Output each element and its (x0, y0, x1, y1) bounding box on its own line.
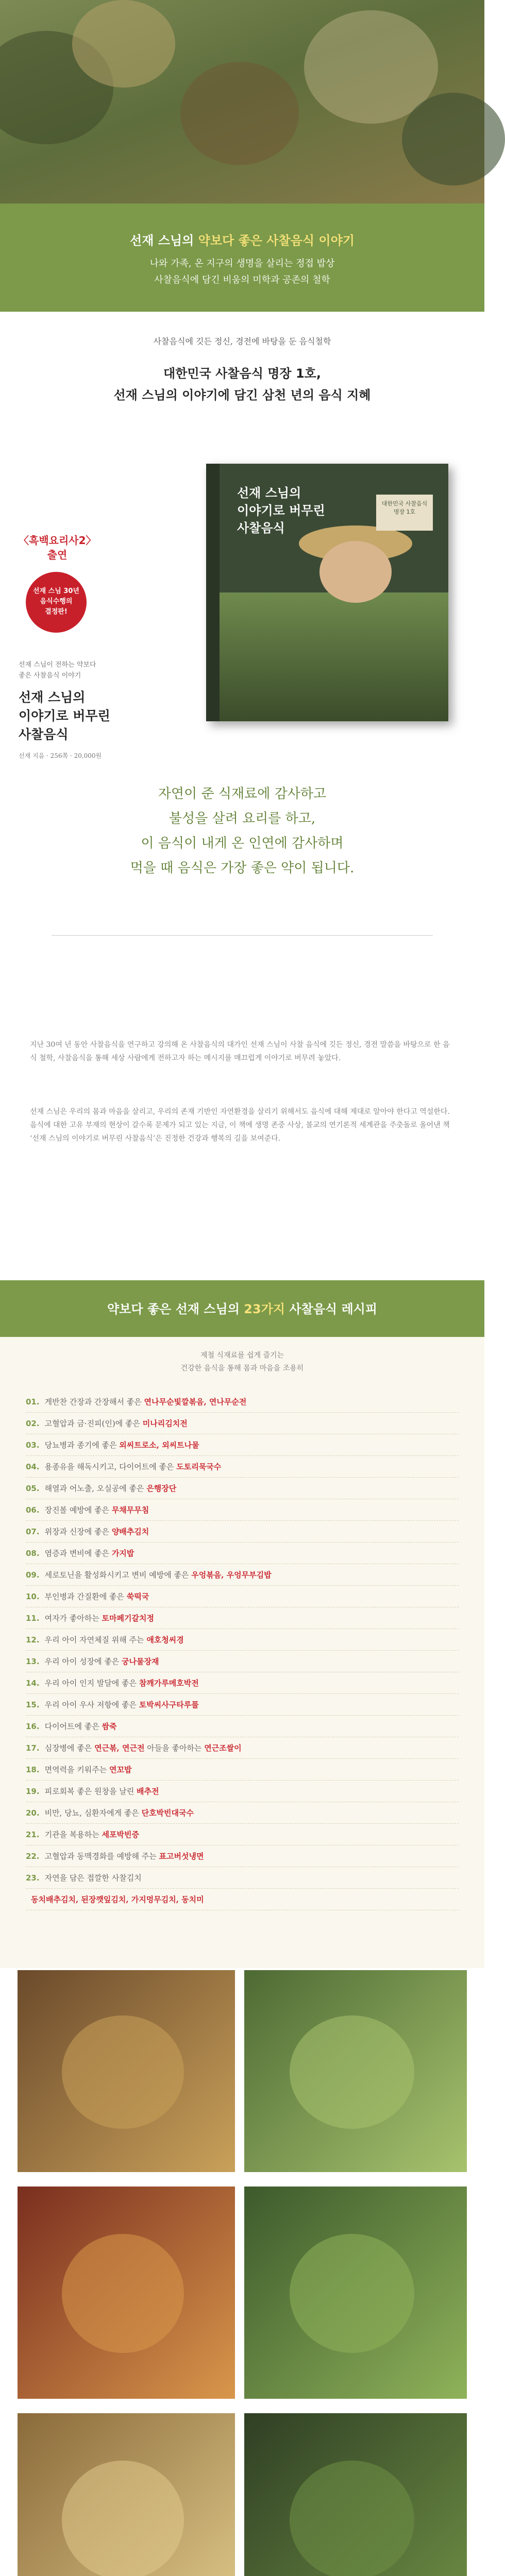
book-section (0, 443, 484, 759)
book-desc-1: 선재 스님이 전하는 약보다 (19, 661, 96, 669)
recipe-item (26, 1737, 459, 1759)
quote-line: 이 음식이 내게 온 인연에 감사하며 (141, 836, 344, 851)
book-title (19, 688, 142, 744)
quote-line: 먹을 때 음식은 가장 좋은 약이 됩니다. (130, 860, 355, 876)
recipes-title (0, 1299, 484, 1317)
recipes-title-prefix: 약보다 좋은 선재 스님의 (107, 1302, 244, 1316)
recipe-description: 고혈압과 금·진피(인)에 좋은 (44, 1419, 143, 1428)
recipe-number: 04. (26, 1462, 40, 1471)
recipe-name: 동치배추김치, 된장깻잎김치, 가지멍무김치, 동치미 (31, 1895, 204, 1904)
circle-line: 결정판! (45, 608, 68, 616)
recipe-description: 당뇨병과 종기에 좋은 (44, 1440, 120, 1450)
recipe-number: 21. (26, 1830, 40, 1839)
hero-photo (0, 0, 484, 204)
recipe-name: 외씨트로소, 외씨트나물 (119, 1440, 199, 1450)
book-title-line: 선재 스님의 (19, 690, 86, 705)
cover-title (237, 484, 361, 537)
food-photo (15, 2411, 237, 2576)
intro-headline-2: 선재 스님의 이야기에 담긴 삼천 년의 음식 지혜 (113, 388, 371, 402)
recipe-item (26, 1716, 459, 1737)
banner-title (0, 230, 484, 248)
recipe-item (26, 1499, 459, 1521)
recipe-name: 미나리김치전 (142, 1419, 188, 1428)
recipe-description: 위장과 신장에 좋은 (44, 1527, 112, 1536)
dish-shape (62, 2015, 184, 2129)
recipe-description: 비만, 당뇨, 심환자에게 좋은 (44, 1808, 142, 1818)
recipe-number: 16. (26, 1722, 40, 1731)
recipe-number: 17. (26, 1743, 40, 1753)
award-badge (19, 533, 96, 562)
banner-subtitle-2: 사찰음식에 담긴 비움의 미학과 공존의 철학 (154, 275, 330, 285)
essay-paragraph-1: 지난 30여 년 동안 사찰음식을 연구하고 강의해 온 사찰음식의 대가인 선재 스님이 사찰 음식에 깃든 정신, 경전 말씀을 바탕으로 한 음식 철학, 사찰음식을 통해 세상 사람에게 전하고자 하는 메시지를 매끄럽게 이야기로 버무려 놓았다. (30, 1041, 450, 1062)
food-photo (242, 2184, 469, 2401)
book-cover (206, 464, 448, 721)
recipe-number: 23. (26, 1873, 40, 1883)
recipe-item (26, 1889, 459, 1910)
cover-title-line: 이야기로 버무린 (237, 503, 325, 518)
cover-title-line: 선재 스님의 (237, 485, 301, 500)
title-banner (0, 204, 484, 312)
recipes-header (0, 1280, 484, 1337)
recipe-item (26, 1521, 459, 1543)
recipe-name: 연근볶, 연근전 (94, 1743, 145, 1753)
recipe-description: 게반찬 간장과 간장해서 좋은 (44, 1397, 144, 1406)
recipe-name: 연나무순빛깔볶음, 연나무순전 (144, 1397, 247, 1406)
food-photo-gallery (0, 1968, 484, 2576)
recipe-name: 우엉볶음, 우엉무부김밥 (191, 1570, 272, 1580)
cover-face-shape (319, 541, 392, 603)
recipe-number: 01. (26, 1397, 40, 1406)
book-desc-2: 좋은 사찰음식 이야기 (19, 672, 81, 680)
recipe-item (26, 1651, 459, 1672)
recipe-name: 가지밥 (111, 1549, 134, 1558)
banner-title-prefix: 선재 스님의 (130, 233, 198, 248)
quote-line: 자연이 준 식재료에 감사하고 (158, 786, 327, 802)
recipe-number: 18. (26, 1765, 40, 1774)
food-photo (242, 1968, 469, 2174)
recipe-description: 우리 아이 우사 저항에 좋은 (44, 1700, 139, 1709)
recipes-subtitle-1: 제철 식재료를 쉽게 즐기는 (200, 1351, 284, 1360)
recipe-description: 해열과 어노출, 오실공에 좋은 (44, 1484, 147, 1493)
recipe-description: 우리 아이 자연체질 위해 주는 (44, 1635, 147, 1645)
recipe-number: 15. (26, 1700, 40, 1709)
recipe-item (26, 1672, 459, 1694)
recipe-item (26, 1694, 459, 1716)
recipe-number: 13. (26, 1657, 40, 1666)
award-line-1: 〈흑백요리사2〉 (19, 534, 96, 547)
quote-section (0, 742, 484, 920)
essay-section (0, 920, 484, 1280)
recipe-item (26, 1802, 459, 1824)
book-title-line: 사찰음식 (19, 727, 69, 742)
circle-line: 선재 스님 30년 (33, 587, 79, 595)
recipe-description: 면역력을 키워주는 (44, 1765, 110, 1774)
recipe-item (26, 1543, 459, 1564)
recipe-item (26, 1391, 459, 1413)
recipe-number: 08. (26, 1549, 40, 1558)
circle-line: 음식수행의 (40, 598, 73, 605)
recipe-name: 은행장단 (146, 1484, 177, 1493)
intro-headline-1: 대한민국 사찰음식 명장 1호, (163, 366, 321, 381)
recipe-number: 14. (26, 1679, 40, 1688)
recipe-name: 연근조쌀이 (204, 1743, 242, 1753)
recipe-name: 참깨가루메호박전 (139, 1679, 199, 1688)
recipe-item (26, 1629, 459, 1651)
recipe-description: 우리 아이 인지 발달에 좋은 (44, 1679, 139, 1688)
recipe-number: 10. (26, 1592, 40, 1601)
intro-caption: 사찰음식에 깃든 정신, 경전에 바탕을 둔 음식철학 (153, 336, 331, 346)
recipe-name: 궁나물장재 (122, 1657, 159, 1666)
recipe-description: 장진볼 예방에 좋은 (44, 1505, 112, 1515)
cover-badge: 대한민국 사찰음식 명장 1호 (376, 495, 433, 531)
award-line-2: 출연 (47, 549, 68, 561)
recipe-number: 19. (26, 1787, 40, 1796)
recipe-name: 세포박빈증 (102, 1830, 139, 1839)
recipes-title-highlight: 23가지 (244, 1302, 285, 1316)
recipe-number: 20. (26, 1808, 40, 1818)
hero-vegetable-shape (402, 93, 505, 185)
recipe-number: 09. (26, 1570, 40, 1580)
recipe-item (26, 1564, 459, 1586)
recipe-description: 여자가 좋아하는 (44, 1614, 102, 1623)
recipe-description: 심장병에 좋은 (44, 1743, 95, 1753)
banner-subtitle-1: 나와 가족, 온 지구의 생명을 살리는 정접 밥상 (149, 258, 335, 269)
recipe-item (26, 1759, 459, 1781)
recipe-name: 토마페기갈치정 (102, 1614, 154, 1623)
highlight-circle-badge (26, 572, 87, 633)
intro-section (0, 312, 484, 443)
recipe-name: 무채무무침 (111, 1505, 149, 1515)
recipe-description: 염증과 변비에 좋은 (44, 1549, 112, 1558)
food-photo (15, 1968, 237, 2174)
recipe-item (26, 1607, 459, 1629)
book-meta: 선재 지음 · 256쪽 · 20,000원 (19, 752, 102, 759)
food-photo (15, 2184, 237, 2401)
recipe-item (26, 1824, 459, 1845)
recipe-name: 표고버섯냉면 (159, 1852, 204, 1861)
recipe-name: 애호청씨경 (146, 1635, 184, 1645)
recipe-number: 12. (26, 1635, 40, 1645)
hero-vegetable-shape (180, 62, 299, 165)
dish-shape (62, 2234, 184, 2353)
recipe-description: 자연을 담은 접깔한 사찰김치 (44, 1873, 142, 1883)
book-title-line: 이야기로 버무린 (19, 708, 110, 723)
recipes-section (0, 1280, 484, 1968)
recipe-item (26, 1845, 459, 1867)
hero-vegetable-shape (72, 0, 175, 88)
dish-shape (62, 2461, 184, 2576)
recipe-name: 배추전 (137, 1787, 159, 1796)
recipe-description: 고혈압과 동맥경화를 예방해 주는 (44, 1852, 159, 1861)
food-photo (242, 2411, 469, 2576)
recipe-description: 우리 아이 성장에 좋은 (44, 1657, 122, 1666)
quote-line: 불성을 살려 요리를 하고, (169, 811, 316, 826)
recipe-list (26, 1391, 459, 1910)
recipe-item (26, 1478, 459, 1499)
recipe-description: 용종유을 해독시키고, 다이어트에 좋은 (44, 1462, 177, 1471)
recipe-name: 쌈죽 (102, 1722, 117, 1731)
recipe-item (26, 1456, 459, 1478)
dish-shape (290, 2234, 414, 2353)
recipe-description: 피로회복 좋은 원창을 날린 (44, 1787, 137, 1796)
divider (52, 935, 433, 936)
recipe-item (26, 1781, 459, 1802)
recipe-description: 기관을 복용하는 (44, 1830, 102, 1839)
recipe-description: 세로토닌을 활성화시키고 변비 예방에 좋은 (44, 1570, 192, 1580)
recipe-item (26, 1867, 459, 1889)
recipe-item (26, 1434, 459, 1456)
dish-shape (290, 2015, 414, 2129)
recipe-name: 도토리묵국수 (176, 1462, 222, 1471)
cover-photo (220, 592, 448, 721)
dish-shape (290, 2461, 414, 2576)
recipe-name: 토박씨사구타루풀 (139, 1700, 199, 1709)
recipe-number: 02. (26, 1419, 40, 1428)
recipes-title-suffix: 사찰음식 레시피 (285, 1302, 378, 1316)
recipe-description: 아들을 좋아하는 (144, 1743, 205, 1753)
cover-title-line: 사찰음식 (237, 520, 285, 535)
recipe-item (26, 1413, 459, 1434)
recipe-number: 03. (26, 1440, 40, 1450)
recipe-number: 11. (26, 1614, 40, 1623)
recipe-number: 07. (26, 1527, 40, 1536)
recipe-number: 05. (26, 1484, 40, 1493)
recipe-name: 단호박빈대국수 (141, 1808, 194, 1818)
recipe-item (26, 1586, 459, 1607)
recipe-number: 22. (26, 1852, 40, 1861)
recipe-description: 다이어트에 좋은 (44, 1722, 102, 1731)
recipe-name: 쑥떡국 (126, 1592, 149, 1601)
recipes-subtitle-2: 건강한 음식을 통해 몸과 마음을 조용히 (180, 1364, 304, 1372)
recipe-description: 부인병과 간질환에 좋은 (44, 1592, 127, 1601)
banner-title-highlight: 약보다 좋은 사찰음식 이야기 (198, 233, 355, 248)
recipe-name: 연꼬밥 (109, 1765, 132, 1774)
essay-paragraph-2: 선재 스님은 우리의 몸과 마음을 살리고, 우리의 존재 기반인 자연환경을 살리기 위해서도 음식에 대해 제대로 알아야 한다고 역설한다. 음식에 대한 고유 부재의 현상이 갈수록 문제가 되고 있는 지금, 이 책에 생명 존중 사상, 불교의 연기론적 세계관을 주춧돌로 올어낸 책 ‘선재 스님의 이야기로 버무린 사찰음식’은 진정한 건강과 행복의 길을 보여준다. (30, 1108, 450, 1143)
recipe-number: 06. (26, 1505, 40, 1515)
recipe-name: 양배추김치 (111, 1527, 149, 1536)
book-spine (206, 464, 220, 721)
